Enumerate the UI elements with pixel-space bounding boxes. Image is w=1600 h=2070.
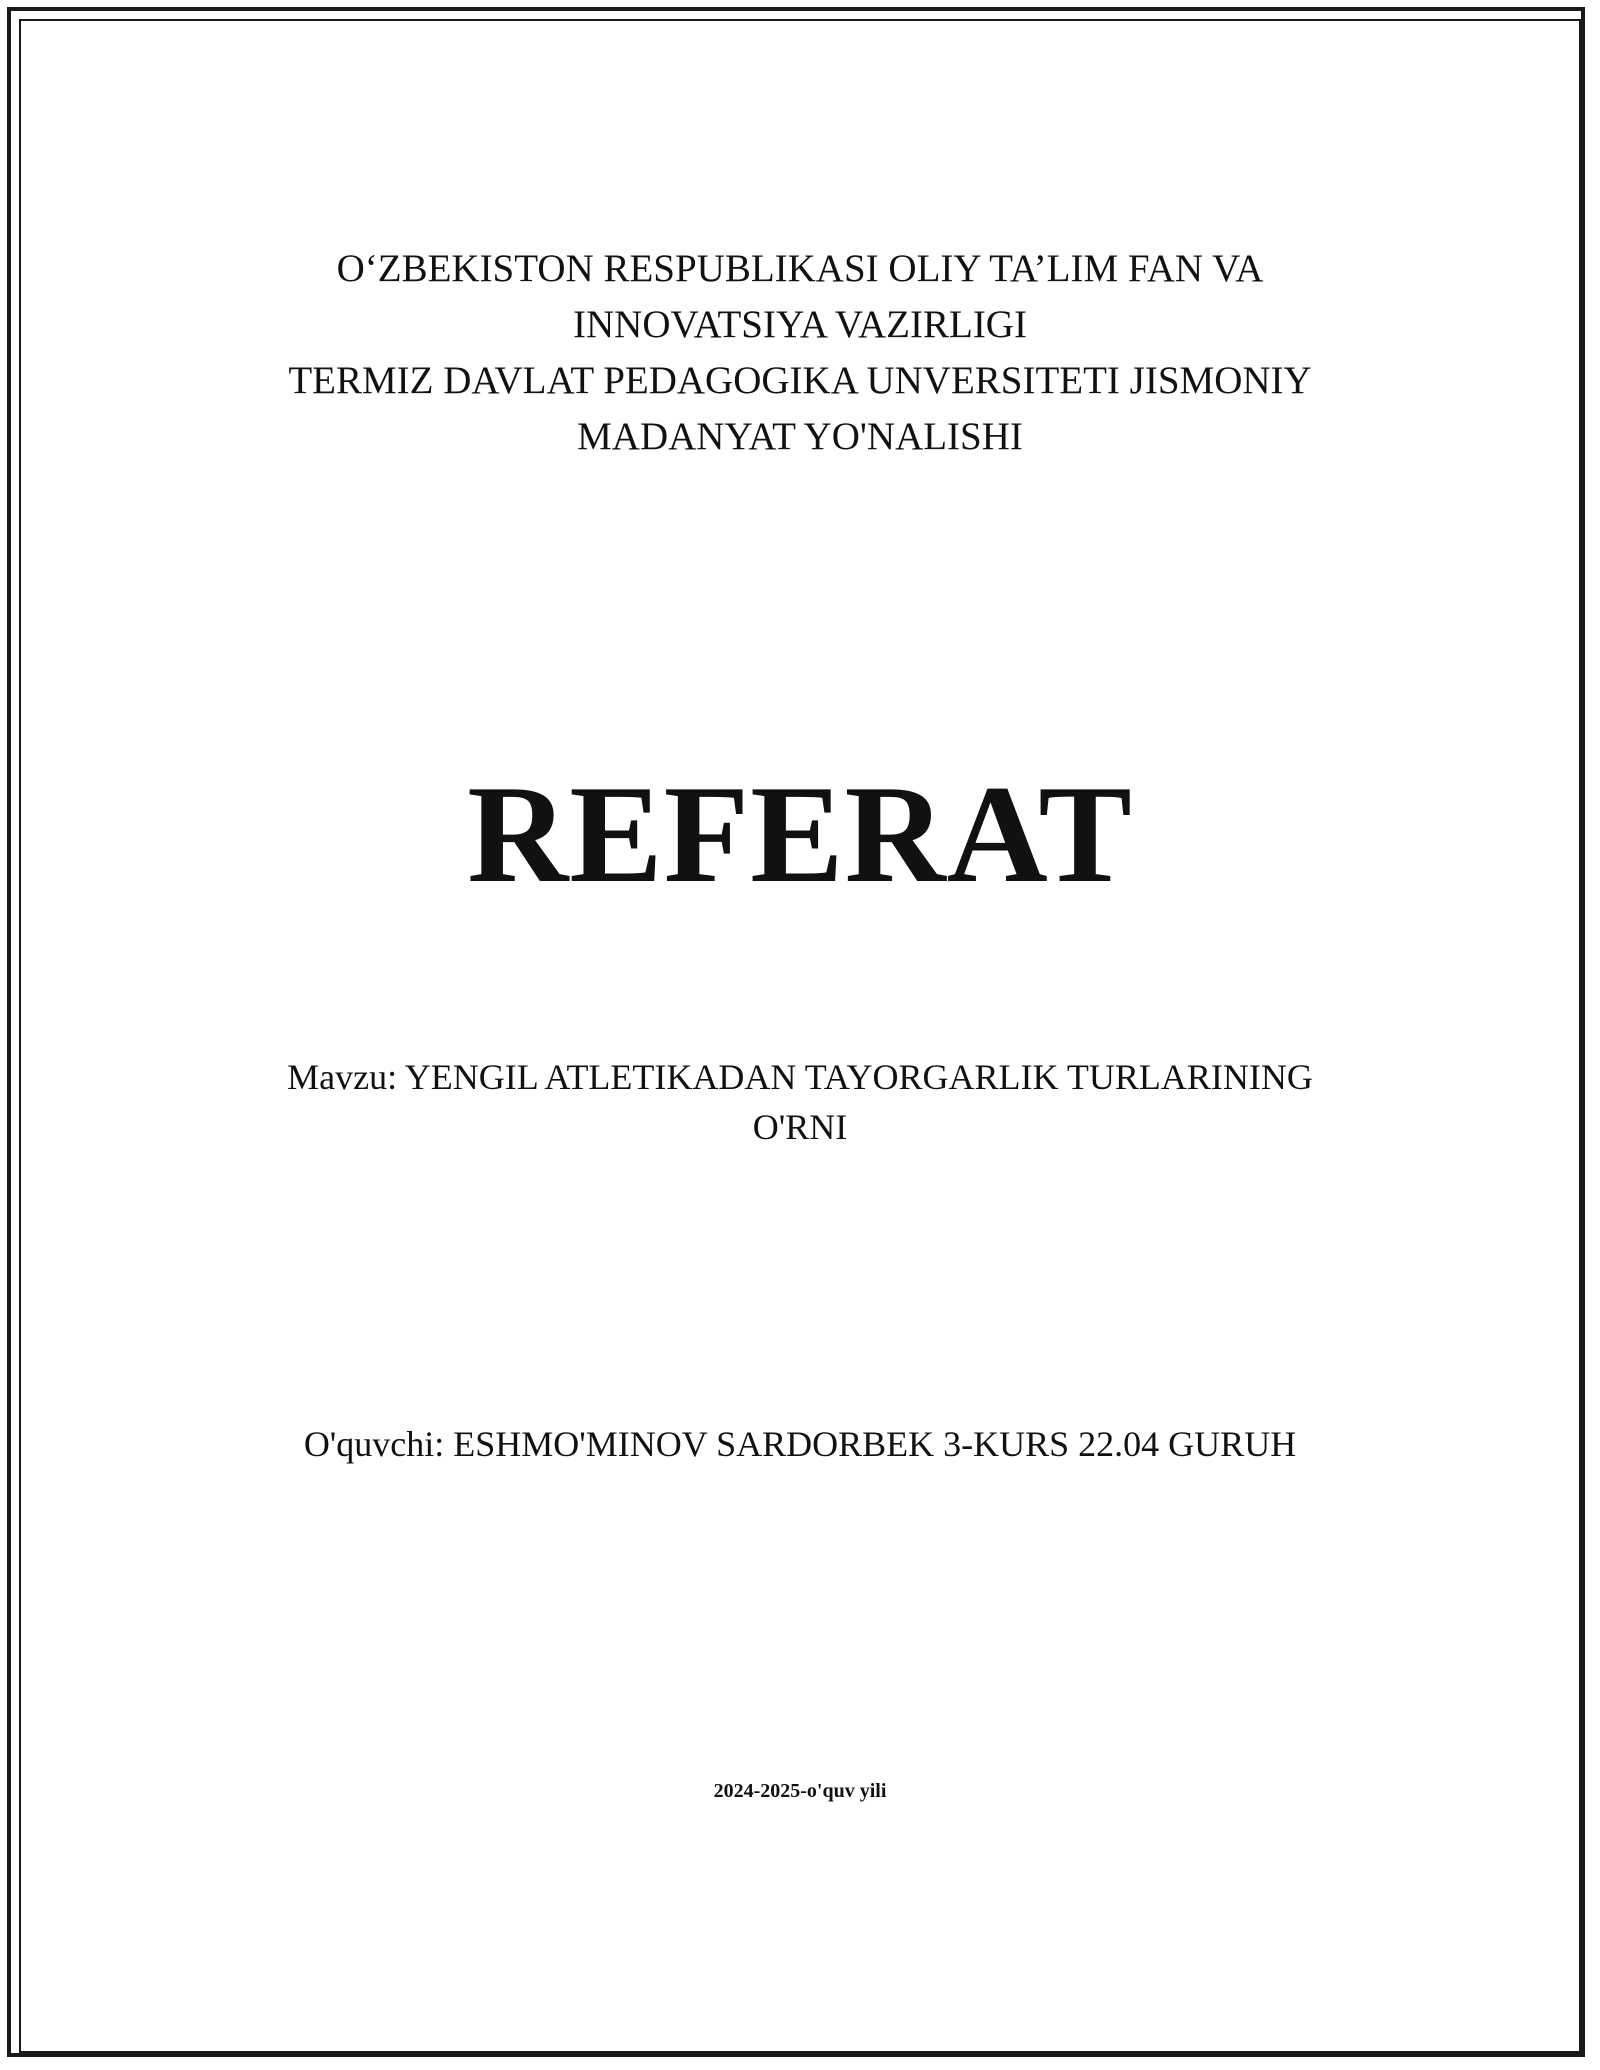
academic-year: 2024-2025-o'quv yili <box>713 1780 887 1802</box>
document-title: REFERAT <box>467 757 1133 912</box>
topic-line-1: Mavzu: YENGIL ATLETIKADAN TAYORGARLIK TURLARINING <box>287 1057 1313 1097</box>
header-line-3: TERMIZ DAVLAT PEDAGOGIKA UNVERSITETI JISMONIY <box>288 359 1312 402</box>
topic-line-2: O'RNI <box>752 1107 848 1147</box>
header-line-2: INNOVATSIYA VAZIRLIGI <box>573 303 1027 346</box>
student-info: O'quvchi: ESHMO'MINOV SARDORBEK 3-KURS 22.04 GURUH <box>303 1424 1297 1464</box>
topic-block <box>0 1052 1600 1152</box>
header-line-1: O‘ZBEKISTON RESPUBLIKASI OLIY TA’LIM FAN VA <box>336 247 1264 290</box>
header-line-4: MADANYAT YO'NALISHI <box>577 415 1023 458</box>
institution-header <box>0 241 1600 465</box>
